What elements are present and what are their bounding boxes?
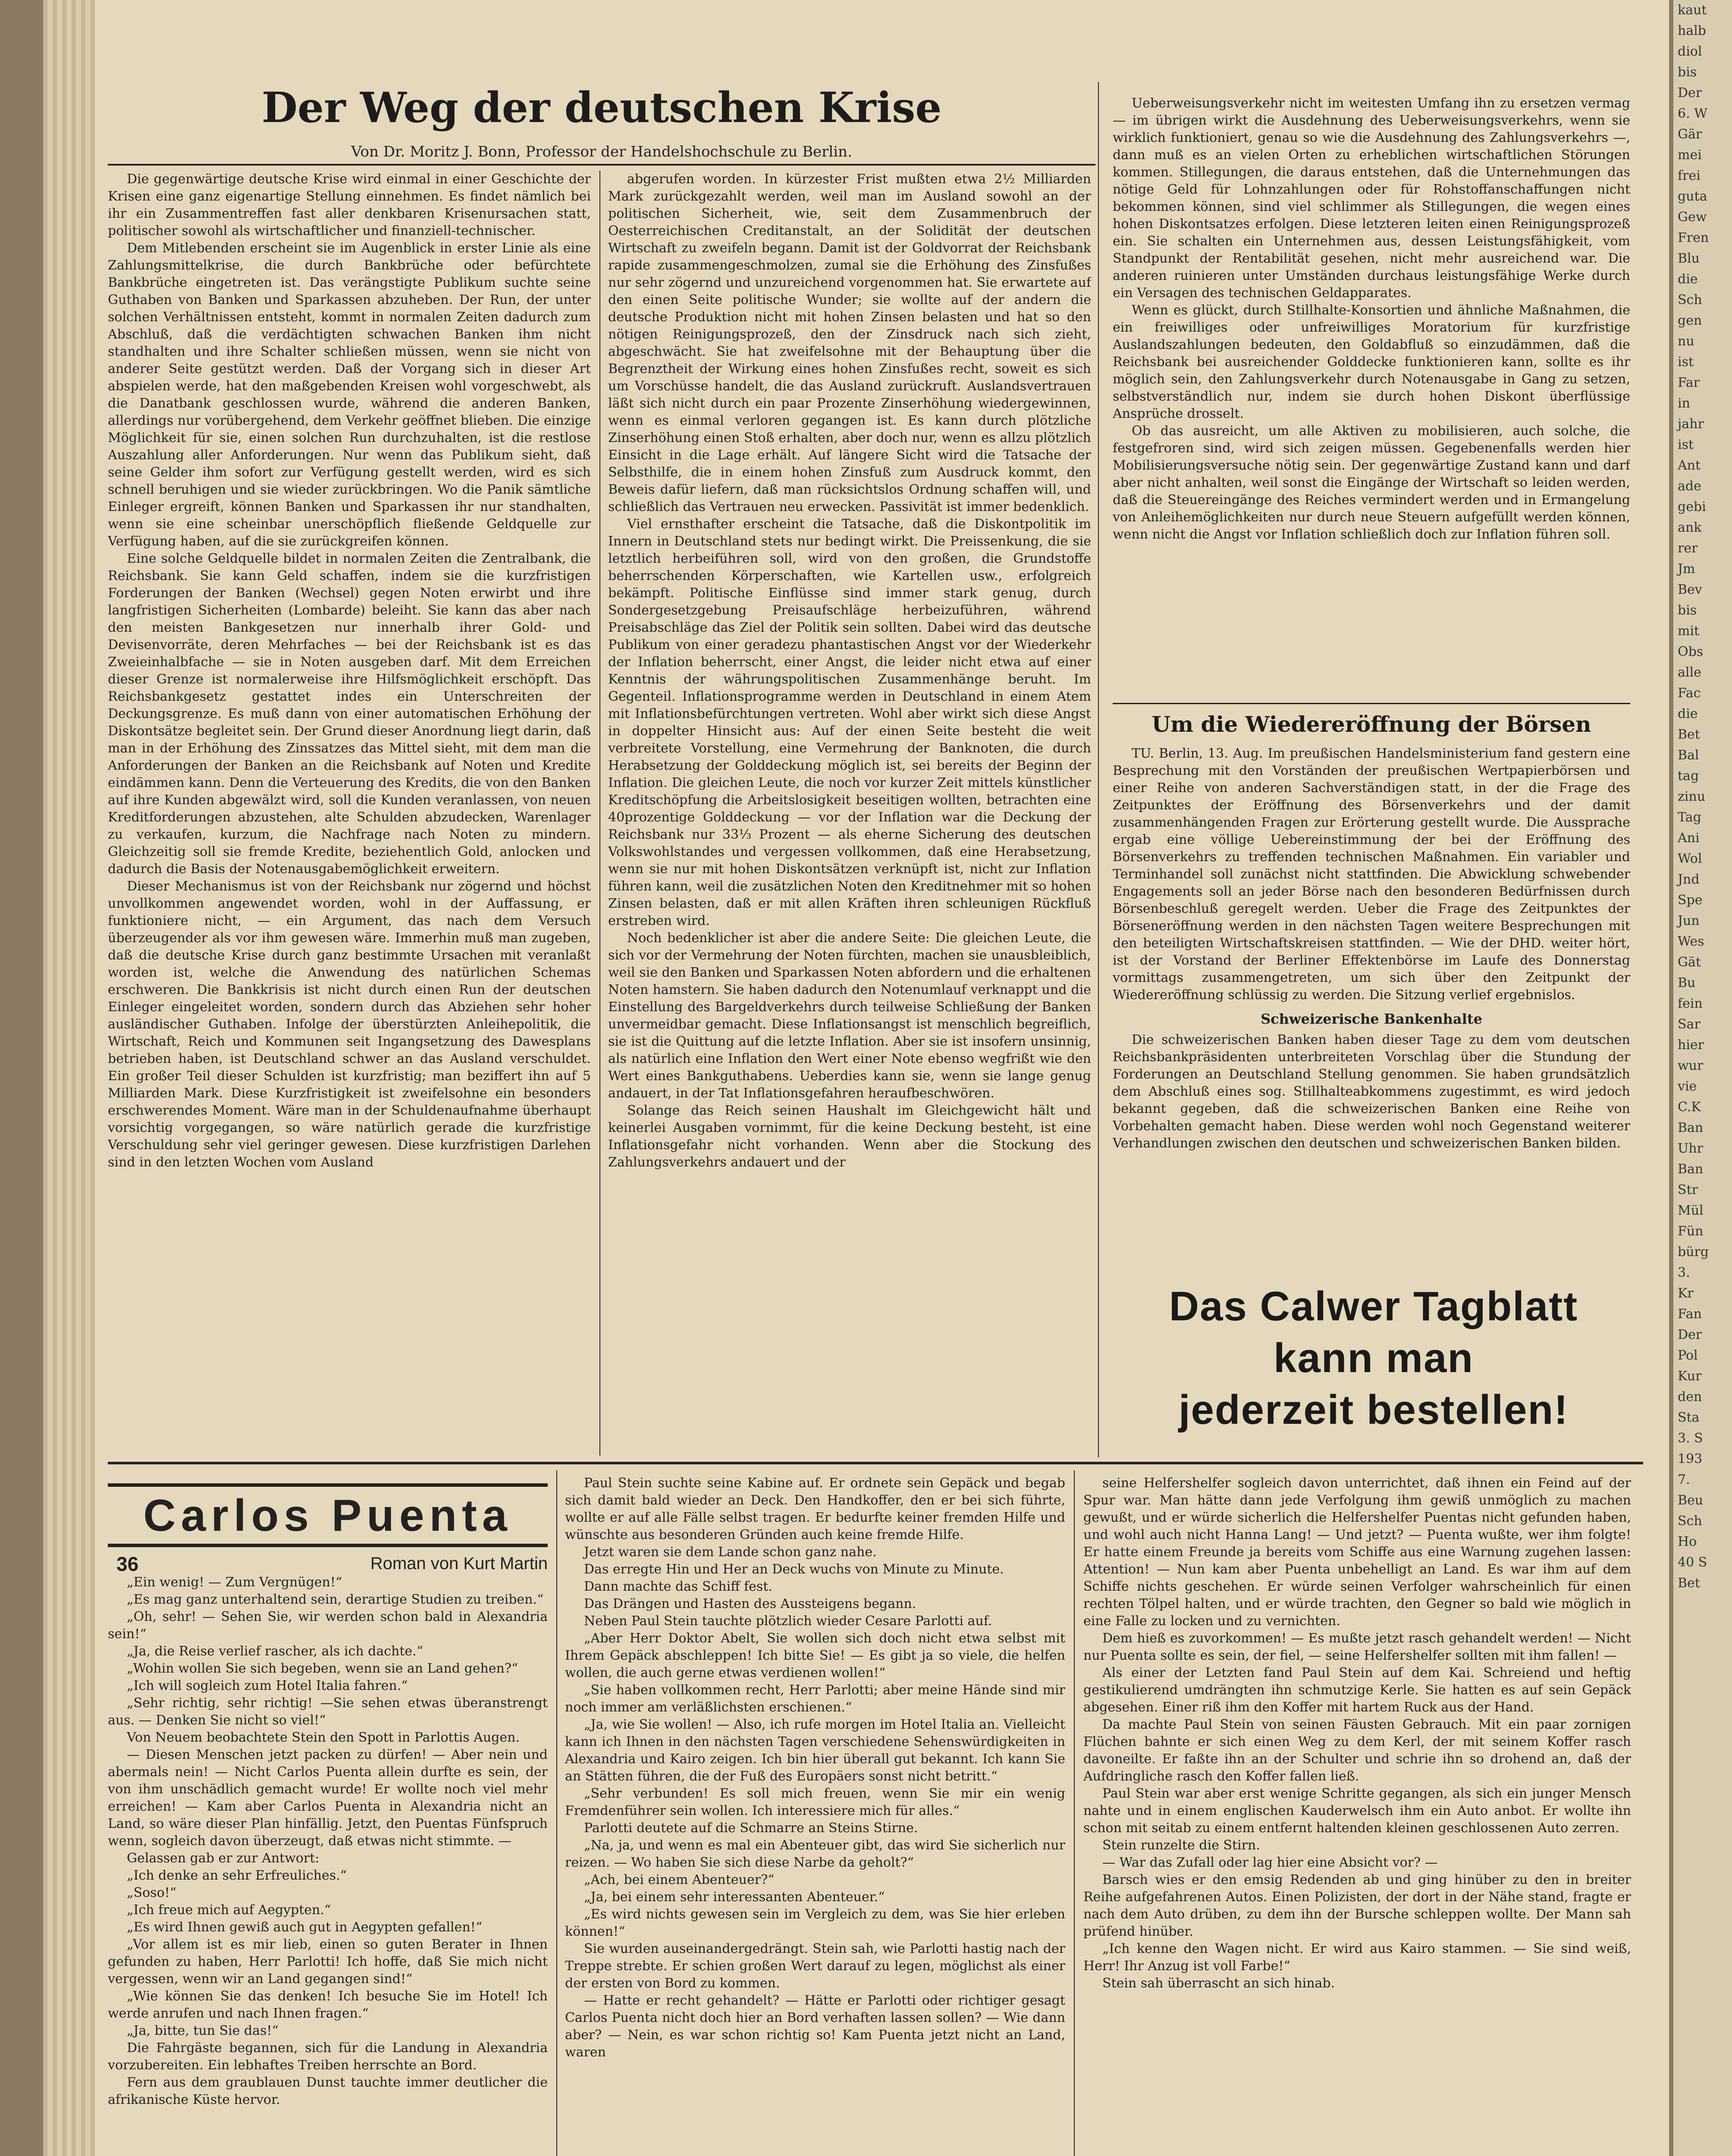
adjacent-page-word: 6. W [1678, 106, 1707, 121]
adjacent-page-word: Wes [1678, 934, 1704, 949]
adjacent-page-word: nu [1678, 334, 1694, 349]
adjacent-page-word: Bev [1678, 582, 1702, 597]
adjacent-page-word: kaut [1678, 3, 1707, 18]
adjacent-page-word: Gät [1678, 955, 1701, 970]
adjacent-page-word: gen [1678, 313, 1702, 328]
adjacent-page-word: gebi [1678, 499, 1706, 514]
adjacent-page-word: in [1678, 396, 1690, 411]
serial-paragraph: Paul Stein war aber erst wenige Schritte gegangen, als sich ein junger Mensch nahte und in einem englischen Kauderwelsch ihm ein Auto anbot. Er wollte ihn schon mit seitab zu einem entfernt haltenden kleinen geschlossenen Auto zerren. [1083, 1786, 1631, 1836]
adjacent-page-word: Blu [1678, 251, 1700, 266]
adjacent-page-word: bis [1678, 603, 1697, 618]
serial-paragraph: Jetzt waren sie dem Lande schon ganz nahe. [584, 1545, 877, 1560]
serial-paragraph: „Ja, bitte, tun Sie das!“ [127, 2023, 279, 2038]
article-paragraph: Solange das Reich seinen Haushalt im Gleichgewicht hält und keinerlei Ausgaben vornimmt, für die keine Deckung besteht, ist eine Inflationsgefahr nicht vorhanden. Wenn aber die Stockung des Zahlungsverkehrs andauert und der [608, 1103, 1091, 1170]
adjacent-page-word: Sch [1678, 292, 1702, 307]
adjacent-page-word: Mül [1678, 1203, 1704, 1218]
serial-paragraph: „Ein wenig! — Zum Vergnügen!“ [127, 1575, 342, 1590]
adjacent-page-word: mit [1678, 624, 1700, 639]
adjacent-page-word: Ban [1678, 1162, 1704, 1177]
serial-paragraph: Da machte Paul Stein von seinen Fäusten Gebrauch. Mit ein paar zornigen Flüchen bahnte er sich einen Weg zu dem Kerl, der mit seinem Koffer rasch davoneilte. Er faßte ihn an der Schulter und schrie ihn so drohend an, daß der Aufdringliche rasch den Koffer fallen ließ. [1083, 1717, 1631, 1784]
column-rule [599, 171, 600, 1456]
adjacent-page-word: jahr [1678, 417, 1704, 432]
article-paragraph: Dieser Mechanismus ist von der Reichsbank nur zögernd und höchst unvollkommen angewendet worden, wohl in der Auffassung, er funktioniere nicht, — ein Argument, das nach dem Versuch überzeugender als vor ihm gewesen wäre. Immerhin muß man zugeben, daß die deutsche Krise durch ganz bestimmte Ursachen mit veranlaßt worden ist, welche die Anwendung des natürlichen Schemas erschweren. Die Bankkrisis ist nicht durch einen Run der deutschen Einleger eingeleitet worden, sondern durch das Abziehen sehr hoher ausländischer Guthaben. Infolge der überstürzten Anleihepolitik, die Wirtschaft, Reich und Kommunen seit Ingangsetzung des Dawesplans betrieben haben, ist Deutschland schwer an das Ausland verschuldet. Ein großer Teil dieser Schulden ist kurzfristig; man beziffert ihn auf 5 Milliarden Mark. Diese Kurzfristigkeit ist zweifelsohne ein besonders erschwerendes Moment. Wäre man in der Schuldenaufnahme überhaupt vorsichtig vorgegangen, so wäre natürlich gerade die kurzfristige Verschuldung sehr viel geringer gewesen. Diese kurzfristigen Darlehen sind in den letzten Wochen vom Ausland [108, 879, 591, 1170]
serial-title: Carlos Puenta [143, 1491, 512, 1541]
adjacent-page-word: Bal [1678, 748, 1699, 763]
serial-paragraph: „Soso!“ [127, 1885, 177, 1900]
adjacent-page-word: Ant [1678, 458, 1701, 473]
headline-rule [108, 164, 1095, 166]
serial-paragraph: „Ja, die Reise verlief rascher, als ich dachte.“ [127, 1644, 424, 1659]
serial-paragraph: „Es mag ganz unterhaltend sein, derartige Studien zu treiben.“ [127, 1592, 544, 1607]
adjacent-page-word: Obs [1678, 644, 1704, 659]
boersen-paragraph: Die schweizerischen Banken haben dieser Tage zu dem vom deutschen Reichsbankpräsidenten unterbreiteten Vorschlag über die Stundung der Forderungen an Deutschland Stellung genommen. Sie haben grundsätzlich dem Abschluß eines sog. Stillhalteabkommens zugestimmt, es wird jedoch bekannt gegeben, daß die schweizerischen Banken eine Reihe von Vorbehalten gemacht haben. Diese werden wohl noch Gegenstand weiterer Verhandlungen zwischen den deutschen und schweizerischen Banken bilden. [1113, 1032, 1630, 1151]
adjacent-page-word: Bu [1678, 975, 1696, 990]
adjacent-page-word: 193 [1678, 1451, 1703, 1467]
adjacent-page-word: bis [1678, 65, 1697, 80]
serial-paragraph: „Es wird Ihnen gewiß auch gut in Aegypten gefallen!“ [127, 1920, 483, 1935]
article-column-2 [608, 171, 1091, 1456]
serial-author: Roman von Kurt Martin [370, 1554, 548, 1573]
adjacent-page-word: Sta [1678, 1410, 1700, 1425]
column-rule [1098, 82, 1099, 1457]
ad-line: jederzeit bestellen! [1178, 1387, 1569, 1433]
adjacent-page-word: Ani [1678, 830, 1700, 846]
ad-line: Das Calwer Tagblatt [1169, 1283, 1578, 1329]
serial-paragraph: Paul Stein suchte seine Kabine auf. Er ordnete sein Gepäck und begab sich damit bald wieder an Deck. Den Handkoffer, den er bei sich führte, wollte er auf alle Fälle selbst tragen. Er bedurfte keiner fremden Hilfe und wünschte aus besonderen Gründen auch keine fremde Hilfe. [565, 1476, 1065, 1542]
serial-paragraph: Fern aus dem graublauen Dunst tauchte immer deutlicher die afrikanische Küste hervor. [108, 2075, 548, 2107]
serial-paragraph: — Diesen Menschen jetzt packen zu dürfen! — Aber nein und abermals nein! — Nicht Carlos Puenta allein durfte es sein, der von ihm unschädlich gemacht wurde! Er wollte noch viel mehr erreichen! — Kam aber Carlos Puenta in Alexandria nicht an Land, so wäre dieser Plan hinfällig. Jetzt, den Puentas Fünfspruch wenn, sogleich davon überzeugt, daß etwas nicht stimmte. — [108, 1747, 548, 1849]
adjacent-page-word: Jun [1678, 913, 1700, 928]
adjacent-page-word: Jm [1678, 561, 1695, 577]
adjacent-page-word: die [1678, 272, 1698, 287]
serial-paragraph: seine Helfershelfer sogleich davon unterrichtet, daß ihnen ein Feind auf der Spur war. Man hätte dann jede Verfolgung ihm gewiß unmöglich zu machen gewußt, und er würde sicherlich die Helfershelfer Puentas nicht gefunden haben, und wohl auch nicht Hanna Lang! — Und jetzt? — Puenta wußte, wer ihm folgte! Er hatte einem Freunde ja bereits vom Schiffe aus eine Warnung zugehen lassen: Attention! — Nun kam aber Puenta unbehelligt an Land. Es war ihm auf dem Schiffe nichts geschehen. Er würde seinen Verfolger wahrscheinlich für einen rechten Tölpel halten, und er würde trachten, den Gegner so bald wie möglich in eine Falle zu locken und zu vernichten. [1083, 1476, 1631, 1629]
article-paragraph: Ueberweisungsverkehr nicht im weitesten Umfang ihn zu ersetzen vermag — im übrigen wirkt die Ausdehnung des Ueberweisungsverkehrs, wenn sie wirklich funktioniert, genau so wie die Ausdehnung des Zahlungsverkehrs —, dann muß es an vielen Orten zu erheblichen wirtschaftlichen Störungen kommen. Stillegungen, die daraus entstehen, daß die Unternehmungen das nötige Geld für Lohnzahlungen oder für Rohstoffanschaffungen nicht bekommen können, sind viel schlimmer als Stillegungen, die wegen eines hohen Diskontsatzes erfolgen. Diese letzteren leiten einen Reinigungsprozeß ein. Sie schalten ein Unternehmen aus, dessen Leistungsfähigkeit, vom Standpunkt der Rentabilität gesehen, nicht mehr ausreichend war. Die anderen ruinieren unter Umständen durchaus leistungsfähige Werke durch ein Versagen des technischen Geldapparates. [1113, 96, 1630, 301]
adjacent-page-word: zinu [1678, 789, 1706, 804]
adjacent-page-word: Uhr [1678, 1141, 1703, 1156]
serial-paragraph: „Ich freue mich auf Aegypten.“ [127, 1902, 331, 1918]
page-stack-edge [43, 0, 95, 2156]
adjacent-page-word: Bet [1678, 1576, 1700, 1591]
article-column-1 [108, 171, 591, 1456]
adjacent-page-word: Fün [1678, 1224, 1704, 1239]
adjacent-page-word: Der [1678, 1327, 1702, 1342]
serial-paragraph: Dann machte das Schiff fest. [584, 1579, 772, 1594]
serial-paragraph: — War das Zufall oder lag hier eine Absicht vor? — [1102, 1855, 1438, 1870]
serial-paragraph: Barsch wies er den emsig Redenden ab und ging hinüber zu den in breiter Reihe aufgefahrenen Autos. Einen Polizisten, der dort in der Nähe stand, fragte er nach dem Auto drüben, zu dem ihn der Bursche schleppen wollte. Der Mann sah prüfend hinüber. [1083, 1872, 1631, 1939]
serial-paragraph: „Sehr verbunden! Es soll mich freuen, wenn Sie mir ein wenig Fremdenführer sein wollen. Ich interessiere mich für alles.“ [565, 1786, 1065, 1818]
page-content [108, 82, 1643, 2156]
serial-paragraph: „Ich will sogleich zum Hotel Italia fahren.“ [127, 1678, 408, 1693]
adjacent-page-word: Fren [1678, 230, 1709, 245]
adjacent-page-word: frei [1678, 168, 1701, 183]
serial-paragraph: „Aber Herr Doktor Abelt, Sie wollen sich doch nicht etwa selbst mit Ihrem Gepäck abschleppen! Ich bitte Sie! — Es gibt ja so viele, die helfen wollen, die auch gerne etwas verdienen wollen!“ [565, 1631, 1065, 1680]
boersen-headline: Um die Wiedereröffnung der Börsen [1152, 711, 1591, 737]
adjacent-page-word: wur [1678, 1058, 1704, 1073]
serial-paragraph: „Vor allem ist es mir lieb, einen so guten Berater in Ihnen gefunden zu haben, Herr Parlotti! Ich hoffe, daß Sie mich nicht vergessen, wenn wir an Land gegangen sind!“ [108, 1937, 548, 1987]
serial-paragraph: Das Drängen und Hasten des Aussteigens begann. [584, 1596, 916, 1611]
serial-paragraph: „Es wird nichts gewesen sein im Vergleich zu dem, was Sie hier erleben können!“ [565, 1907, 1065, 1939]
adjacent-page-word: Ho [1678, 1534, 1697, 1549]
serial-paragraph: Von Neuem beobachtete Stein den Spott in Parlottis Augen. [127, 1730, 520, 1745]
adjacent-page-word: ade [1678, 479, 1701, 494]
adjacent-page-word: Kr [1678, 1286, 1694, 1301]
serial-column-1 [108, 1574, 548, 2156]
serial-paragraph: Gelassen gab er zur Antwort: [127, 1851, 320, 1866]
serial-paragraph: „Ja, bei einem sehr interessanten Abenteuer.“ [584, 1890, 885, 1905]
serial-paragraph: „Wie können Sie das denken! Ich besuche Sie im Hotel! Ich werde anrufen und nach Ihnen fragen.“ [108, 1989, 548, 2021]
adjacent-page-fragment [1673, 0, 1732, 2156]
serial-paragraph: Die Fahrgäste begannen, sich für die Landung in Alexandria vorzubereiten. Ein lebhaftes Treiben herrschte an Bord. [108, 2040, 548, 2073]
adjacent-page-word: Beu [1678, 1493, 1704, 1508]
article-paragraph: abgerufen worden. In kürzester Frist mußten etwa 2½ Milliarden Mark zurückgezahlt werden, weil man im Ausland sowohl an der politischen Sicherheit, wie, seit dem Zusammenbruch der Oesterreichischen Creditanstalt, an der Solidität der deutschen Wirtschaft zu zweifeln begann. Damit ist der Goldvorrat der Reichsbank rapide zusammengeschmolzen, zumal sie die Erhöhung des Zinsfußes nur sehr zögernd und unzureichend vorgenommen hat. Sie erwartete auf den einen Seite politische Wunder; sie wollte auf der andern die deutsche Produktion nicht mit hohen Zinsen belasten und hat so den nötigen Reinigungsprozeß, den der Zinsdruck nach sich zieht, abgeschwächt. Sie hat zweifelsohne mit der Behauptung über die Begrenztheit der Wirkung eines hohen Zinsfußes recht, soweit es sich um Vorschüsse handelt, die das Ausland zurückruft. Auslandsvertrauen läßt sich nicht durch ein paar Prozente Zinserhöhung wiedergewinnen, wenn es einmal verloren gegangen ist. Es kann durch plötzliche Zinserhöhung einen Stoß erhalten, aber doch nur, wenn es allzu plötzlich Einsicht in die Lage erhält. Auf längere Sicht wird die Tatsache der Selbsthilfe, die in einem hohen Zinsfuß zum Ausdruck kommt, den Beweis dafür liefern, daß man rücksichtslos Ordnung schaffen will, und schließlich das Vertrauen neu erwecken. Passivität ist immer bedenklich. [608, 172, 1091, 514]
adjacent-page-word: Far [1678, 375, 1700, 390]
article-headline: Der Weg der deutschen Krise [261, 83, 942, 132]
adjacent-page-word: ank [1678, 520, 1702, 535]
serial-paragraph: Stein runzelte die Stirn. [1102, 1838, 1260, 1853]
article-paragraph: Dem Mitlebenden erscheint sie im Augenblick in erster Linie als eine Zahlungsmittelkrise, die durch Bankbrüche oder befürchtete Bankbrüche eingetreten ist. Das verängstigte Publikum suchte seine Guthaben von Banken und Sparkassen abzuheben. Der Run, der unter solchen Verhältnissen entsteht, kommt in normalen Zeiten dadurch zum Abschluß, daß die verdächtigten schwachen Banken ihm nicht standhalten und ihre Schalter schließen müssen, wenn sie nicht von anderer Seite gestützt werden. Daß der Vorgang sich in dieser Art abspielen werde, hat den maßgebenden Kreisen wohl vorgeschwebt, als die Danatbank geschlossen wurde, während die anderen Banken, allerdings nur vorübergehend, dem Verkehr geöffnet blieben. Die einzige Möglichkeit für sie, einen solchen Run durchzuhalten, ist die restlose Auszahlung aller Anforderungen. Nur wenn das Publikum sieht, daß seine Gelder ihm sofort zur Verfügung gestellt werden, wird es sich schnell beruhigen und sie wieder zurückbringen. Wo die Panik sämtliche Einleger ergreift, können Banken und Sparkassen ihr nur standhalten, wenn sie eine scheinbar unerschöpflich fließende Geldquelle zur Verfügung haben, auf die sie zurückgreifen können. [108, 241, 591, 549]
newspaper-page [43, 0, 1669, 2156]
serial-paragraph: — Hatte er recht gehandelt? — Hätte er Parlotti oder richtiger gesagt Carlos Puenta nicht doch hier an Bord verhaften lassen sollen? — Wie dann aber? — Nein, es war schon richtig so! Kam Puenta jetzt nicht an Land, waren [565, 1993, 1065, 2060]
adjacent-page-word: Pol [1678, 1348, 1698, 1363]
article-paragraph: Viel ernsthafter erscheint die Tatsache, daß die Diskontpolitik im Innern in Deutschland stets nur bedingt wirkt. Die Preissenkung, die sie letztlich herbeiführen soll, wird von den großen, die Grundstoffe beherrschenden Körperschaften, wie Kartellen usw., erfolgreich bekämpft. Politische Einflüsse sind immer stark genug, durch Sondergesetzgebung Preisaufschläge herbeizuführen, während Preisabschläge das Ziel der Politik sein sollten. Dabei wird das deutsche Publikum von einer geradezu phantastischen Angst vor der Wiederkehr der Inflation beherrscht, einer Angst, die leider nicht etwa auf einer Kenntnis der währungspolitischen Zusammenhänge beruht. Im Gegenteil. Inflationsprogramme werden in Deutschland in einem Atem mit Inflationsbefürchtungen vertreten. Wohl aber wirkt sich diese Angst in doppelter Hinsicht aus: Auf der einen Seite besteht die weit verbreitete Vorstellung, eine Vermehrung der Banknoten, die durch Herabsetzung der Golddeckung möglich ist, sei bereits der Beginn der Inflation. Die gleichen Leute, die noch vor kurzer Zeit mittels künstlicher Kreditschöpfung die Arbeitslosigkeit beseitigen wollten, betrachten eine 40prozentige Golddeckung — vor der Inflation war die Deckung der Reichsbank nur 33⅓ Prozent — als eherne Sicherung des deutschen Volkswohlstandes und vergessen vollkommen, daß eine Herabsetzung, wenn sie nur mit hohen Diskontsätzen verknüpft ist, nicht zur Inflation führen kann, weil die zusätzlichen Noten den Kreditnehmer mit so hohen Zinsen belasten, daß er mit allen Kräften ihren schleunigen Rückfluß erstreben wird. [608, 517, 1091, 928]
serial-paragraph: „Ja, wie Sie wollen! — Also, ich rufe morgen im Hotel Italia an. Vielleicht kann ich Ihnen in den nächsten Tagen verschiedene Sehenswürdigkeiten in Alexandria und Kairo zeigen. Ich bin hier überall gut bekannt. Ich kann Sie an Stätten führen, die der Fuß des Europäers sonst nicht betritt.“ [565, 1717, 1065, 1784]
adjacent-page-word: hier [1678, 1037, 1704, 1053]
serial-title-rule [108, 1483, 548, 1487]
adjacent-page-word: Spe [1678, 893, 1703, 908]
column-rule [556, 1470, 557, 2156]
adjacent-page-word: 40 S [1678, 1555, 1707, 1570]
adjacent-page-word: Gär [1678, 127, 1702, 142]
boersen-paragraph: TU. Berlin, 13. Aug. Im preußischen Handelsministerium fand gestern eine Besprechung mit den Vorständen der preußischen Wertpapierbörsen und einer Reihe von anderen Sachverständigen statt, in der die Frage des Zeitpunktes der Eröffnung des Börsenverkehrs und der damit zusammenhängenden Fragen zur Erörterung gestellt wurde. Die Aussprache ergab eine völlige Uebereinstimmung der bei der Eröffnung des Börsenverkehrs zu treffenden technischen Maßnahmen. Ein variabler und Terminhandel soll zunächst nicht stattfinden. Die Abwicklung schwebender Engagements soll an jeder Börse nach den besonderen Bedürfnissen durch Börsenbeschluß geregelt werden. Ueber die Frage des Zeitpunktes der Börseneröffnung werden in den nächsten Tagen weitere Besprechungen mit den beteiligten Wirtschaftskreisen stattfinden. — Wie der DHD. weiter hört, ist der Vorstand der Berliner Effektenbörse im Laufe des Donnerstag vormittags zusammengetreten, um sich über den Zeitpunkt der Wiedereröffnung schlüssig zu werden. Die Sitzung verlief ergebnislos. [1113, 746, 1630, 1003]
adjacent-page-word: Sar [1678, 1017, 1701, 1032]
serial-paragraph: „Ach, bei einem Abenteuer?“ [584, 1872, 775, 1887]
serial-column-2 [565, 1475, 1065, 2156]
adjacent-page-word: vie [1678, 1079, 1697, 1094]
article-paragraph: Wenn es glückt, durch Stillhalte-Konsortien und ähnliche Maßnahmen, die ein freiwilliges oder unfreiwilliges Moratorium für kurzfristige Auslandszahlungen bedeuten, den Goldabfluß so einzudämmen, daß die Reichsbank bei ausreichender Golddecke funktionieren kann, sollte es ihr möglich sein, den Zahlungsverkehr durch Notenausgabe in Gang zu setzen, selbstverständlich nur, indem sie durch hohen Diskont überflüssige Ansprüche drosselt. [1113, 303, 1630, 421]
article-paragraph: Die gegenwärtige deutsche Krise wird einmal in einer Geschichte der Krisen eine ganz eigenartige Stellung einnehmen. Es findet nämlich bei ihr ein Zusammentreffen fast aller denkbaren Krisenursachen statt, politischer sowohl als wirtschaftlicher und finanziell-technischer. [108, 172, 591, 238]
serial-paragraph: „Wohin wollen Sie sich begeben, wenn sie an Land gehen?“ [127, 1661, 518, 1676]
adjacent-page-word: bürg [1678, 1244, 1709, 1260]
adjacent-page-word: Sch [1678, 1514, 1702, 1529]
adjacent-page-word: Tag [1678, 810, 1701, 825]
serial-column-3 [1083, 1475, 1631, 2156]
adjacent-page-word: mei [1678, 147, 1702, 163]
adjacent-page-word: alle [1678, 665, 1701, 680]
adjacent-page-word: 3. S [1678, 1431, 1703, 1446]
serial-paragraph: Das erregte Hin und Her an Deck wuchs von Minute zu Minute. [584, 1562, 1004, 1577]
serial-paragraph: „Na, ja, und wenn es mal ein Abenteuer gibt, das wird Sie sicherlich nur reizen. — Wo haben Sie sich diese Narbe da geholt?“ [565, 1838, 1065, 1870]
adjacent-page-word: rer [1678, 541, 1698, 556]
adjacent-page-word: ist [1678, 354, 1694, 370]
serial-paragraph: „Sie haben vollkommen recht, Herr Parlotti; aber meine Hände sind mir noch immer am verläßlichsten erschienen.“ [565, 1683, 1065, 1715]
serial-paragraph: „Ich kenne den Wagen nicht. Er wird aus Kairo stammen. — Sie sind weiß, Herr! Ihr Anzug ist voll Farbe!“ [1083, 1941, 1631, 1974]
article-paragraph: Eine solche Geldquelle bildet in normalen Zeiten die Zentralbank, die Reichsbank. Sie kann Geld schaffen, indem sie die kurzfristigen Forderungen der Banken (Wechsel) gegen Noten erwirbt und ihre langfristigen Sicherheiten (Lombarde) beleiht. Sie kann das aber nach den meisten Bankgesetzen nur innerhalb ihrer Gold- und Devisenvorräte, deren Mehrfaches — bei der Reichsbank ist es das Zweieinhalbfache — sie in Noten ausgeben darf. Mit dem Erreichen dieser Grenze ist normalerweise ihre Hilfsmöglichkeit erschöpft. Das Reichsbankgesetz gestattet indes ein Unterschreiten der Deckungsgrenze. Es muß dann von einer automatischen Erhöhung der Diskontsätze begleitet sein. Der Grund dieser Anordnung liegt darin, daß man in der Erhöhung des Zinssatzes das Mittel sieht, mit dem man die Anforderungen der Banken an die Reichsbank auf Noten und Kredite eindämmen kann. Denn die Verteuerung des Kredits, die von den Banken auf ihre Kunden abgewälzt wird, soll die Kunden veranlassen, von neuen Kreditforderungen abzustehen, alte Schulden abzudecken, Warenlager zu verkaufen, kurzum, die Nachfrage nach Noten zu mindern. Gleichzeitig soll sie fremde Kredite, beziehentlich Gold, anlocken und dadurch die Basis der Notenausgabemöglichkeit erweitern. [108, 551, 591, 877]
adjacent-page-word: 3. [1678, 1265, 1690, 1280]
serial-top-rule [108, 1462, 1643, 1464]
serial-paragraph: Sie wurden auseinandergedrängt. Stein sah, wie Parlotti hastig nach der Treppe strebte. Er schien großen Wert darauf zu legen, möglichst als einer der ersten von Bord zu kommen. [565, 1941, 1065, 1991]
article-paragraph: Ob das ausreicht, um alle Aktiven zu mobilisieren, auch solche, die festgefroren sind, wird sich zeigen müssen. Gegebenenfalls werden hier Mobilisierungsversuche nötig sein. Der gegenwärtige Zustand kann und darf aber nicht anhalten, weil sonst die Eingänge der Wirtschaft so leiden werden, daß die Steuereingänge des Reiches vermindert werden und in Ermangelung von Anleihemöglichkeiten nur durch neue Steuern aufgefüllt werden können, wenn nicht die Angst vor Inflation schließlich doch zur Inflation führen soll. [1113, 423, 1630, 542]
adjacent-page-word: guta [1678, 189, 1707, 204]
article-paragraph: Noch bedenklicher ist aber die andere Seite: Die gleichen Leute, die sich vor der Vermehrung der Noten fürchten, machen sie unausbleiblich, weil sie den Banken und Sparkassen Noten abfordern und die erhaltenen Noten hamstern. Sie haben dadurch den Notenumlauf verknappt und die Einstellung des Bargeldverkehrs durch teilweise Schließung der Banken unvermeidbar gemacht. Diese Inflationsangst ist menschlich begreiflich, sie ist die Quittung auf die letzte Inflation. Aber sie ist insofern unsinnig, als natürlich eine Inflation den Wert einer Note ebenso wegfrißt wie den Wert eines Bankguthabens. Ueberdies kann sie, wenn sie lange genug andauert, in der Tat Inflationsgefahren heraufbeschwören. [608, 931, 1091, 1101]
adjacent-page-word: fein [1678, 996, 1703, 1011]
adjacent-page-word: Jnd [1678, 872, 1700, 887]
ad-line: kann man [1273, 1335, 1474, 1381]
serial-paragraph: Als einer der Letzten fand Paul Stein auf dem Kai. Schreiend und heftig gestikulierend umdrängten ihn schmutzige Kerle. Sie hatten es auf sein Gepäck abgesehen. Einer riß ihm den Koffer mit hartem Ruck aus der Hand. [1083, 1665, 1631, 1715]
adjacent-page-word: C.K [1678, 1100, 1701, 1115]
adjacent-page-word: Gew [1678, 210, 1707, 225]
serial-paragraph: „Ich denke an sehr Erfreuliches.“ [127, 1868, 347, 1883]
adjacent-page-word: ist [1678, 437, 1694, 452]
serial-paragraph: Neben Paul Stein tauchte plötzlich wieder Cesare Parlotti auf. [584, 1614, 992, 1629]
article-column-3 [1113, 95, 1630, 694]
adjacent-page-word: Ban [1678, 1120, 1704, 1135]
boersen-subheadline: Schweizerische Bankenhalte [1261, 1011, 1482, 1027]
serial-paragraph: Dem hieß es zuvorkommen! — Es mußte jetzt rasch gehandelt werden! — Nicht nur Puenta sollte es sein, der fiel, — seine Helfershelfer sollten mit ihm fallen! — [1083, 1631, 1631, 1663]
adjacent-page-word: Wol [1678, 851, 1702, 866]
adjacent-page-word: Bet [1678, 727, 1700, 742]
adjacent-page-word: diol [1678, 44, 1702, 59]
section-rule [1113, 703, 1630, 704]
serial-header [108, 1479, 548, 1575]
serial-paragraph: Parlotti deutete auf die Schmarre an Steins Stirne. [584, 1821, 918, 1836]
serial-title-rule [108, 1544, 548, 1547]
serial-episode-number: 36 [116, 1553, 139, 1575]
serial-paragraph: „Sehr richtig, sehr richtig! —Sie sehen etwas überanstrengt aus. — Denken Sie nicht so viel!“ [108, 1695, 548, 1728]
adjacent-page-word: die [1678, 706, 1698, 721]
adjacent-page-word: Der [1678, 85, 1702, 100]
serial-paragraph: „Oh, sehr! — Sehen Sie, wir werden schon bald in Alexandria sein!“ [108, 1609, 548, 1642]
boersen-article [1113, 711, 1630, 1272]
adjacent-page-word: Fac [1678, 686, 1701, 701]
adjacent-page-word: den [1678, 1389, 1702, 1404]
article-byline: Von Dr. Moritz J. Bonn, Professor der Handelshochschule zu Berlin. [351, 143, 852, 160]
adjacent-page-word: halb [1678, 23, 1707, 38]
adjacent-page-word: Kur [1678, 1369, 1702, 1384]
column-rule [1074, 1470, 1075, 2156]
adjacent-page-word: Str [1678, 1182, 1698, 1197]
adjacent-page-word: 7. [1678, 1472, 1690, 1487]
adjacent-page-word: tag [1678, 768, 1699, 783]
serial-paragraph: Stein sah überrascht an sich hinab. [1102, 1976, 1335, 1991]
adjacent-page-word: Fan [1678, 1307, 1702, 1322]
